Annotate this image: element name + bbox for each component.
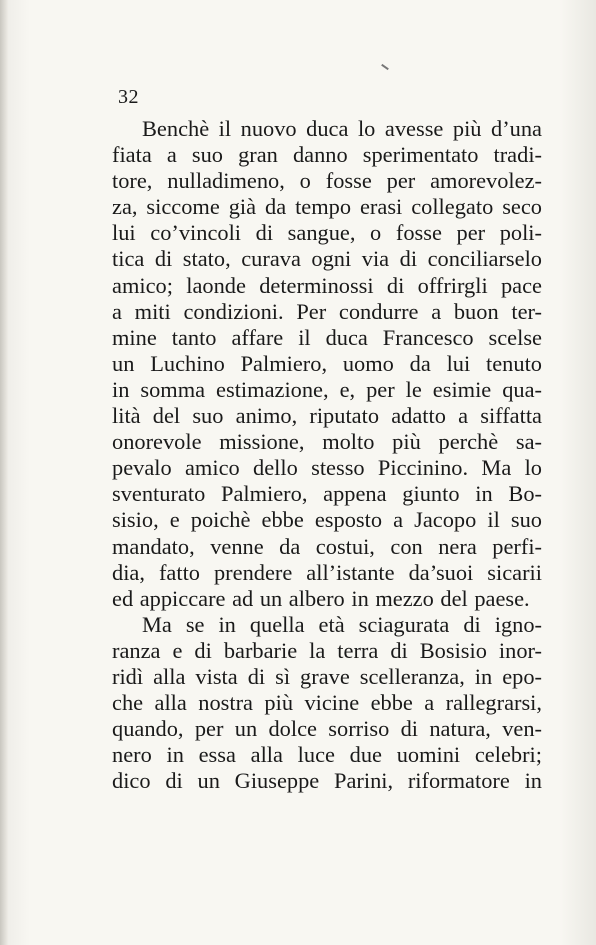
text-line: sisio, e poichè ebbe esposto a Jacopo il suo [112,507,542,533]
text-line: Ma se in quella età sciagurata di igno- [142,611,542,637]
text-line: dia, fatto prendere all’istante da’suoi sicarii [112,559,542,585]
text-line: mine tanto affare il duca Francesco scelse [112,324,542,350]
body-text [112,116,542,794]
text-line: dico di un Giuseppe Parini, riformatore in [112,768,542,794]
text-line: Benchè il nuovo duca lo avesse più d’una [142,116,542,141]
text-line: nero in essa alla luce due uomini celebri; [112,742,542,768]
text-line: ed appiccare ad un albero in mezzo del paese. [112,585,530,611]
text-line: pevalo amico dello stesso Piccinino. Ma lo [112,455,542,481]
text-line: che alla nostra più vicine ebbe a rallegrarsi, [112,690,542,716]
text-line: sventurato Palmiero, appena giunto in Bo- [112,481,542,507]
print-mark [381,64,389,70]
text-line: ridì alla vista di sì grave scelleranza, in epo- [112,663,542,689]
paragraph-1 [112,116,542,612]
text-line: mandato, venne da costui, con nera perfi- [112,533,542,559]
text-line: in somma estimazione, e, per le esimie qua- [112,376,542,402]
text-line: onorevole missione, molto più perchè sa- [112,429,542,455]
text-line: lui co’vincoli di sangue, o fosse per poli- [112,220,542,246]
text-line: un Luchino Palmiero, uomo da lui tenuto [112,350,542,376]
text-line: za, siccome già da tempo erasi collegato seco [112,194,542,220]
text-line: a miti condizioni. Per condurre a buon ter- [112,298,542,324]
text-line: amico; laonde determinossi di offrirgli pace [112,272,542,298]
page-spine-shadow [0,0,8,945]
text-line: lità del suo animo, riputato adatto a siffatta [112,403,542,429]
text-line: ranza e di barbarie la terra di Bosisio inor- [112,637,542,663]
text-line: tica di stato, curava ogni via di conciliarselo [112,246,542,272]
paragraph-2 [112,612,542,795]
text-line: quando, per un dolce sorriso di natura, ven- [112,716,542,742]
page-number: 32 [118,86,139,108]
text-line: tore, nulladimeno, o fosse per amorevolez- [112,168,542,194]
text-line: fiata a suo gran danno sperimentato tradi- [112,142,542,168]
